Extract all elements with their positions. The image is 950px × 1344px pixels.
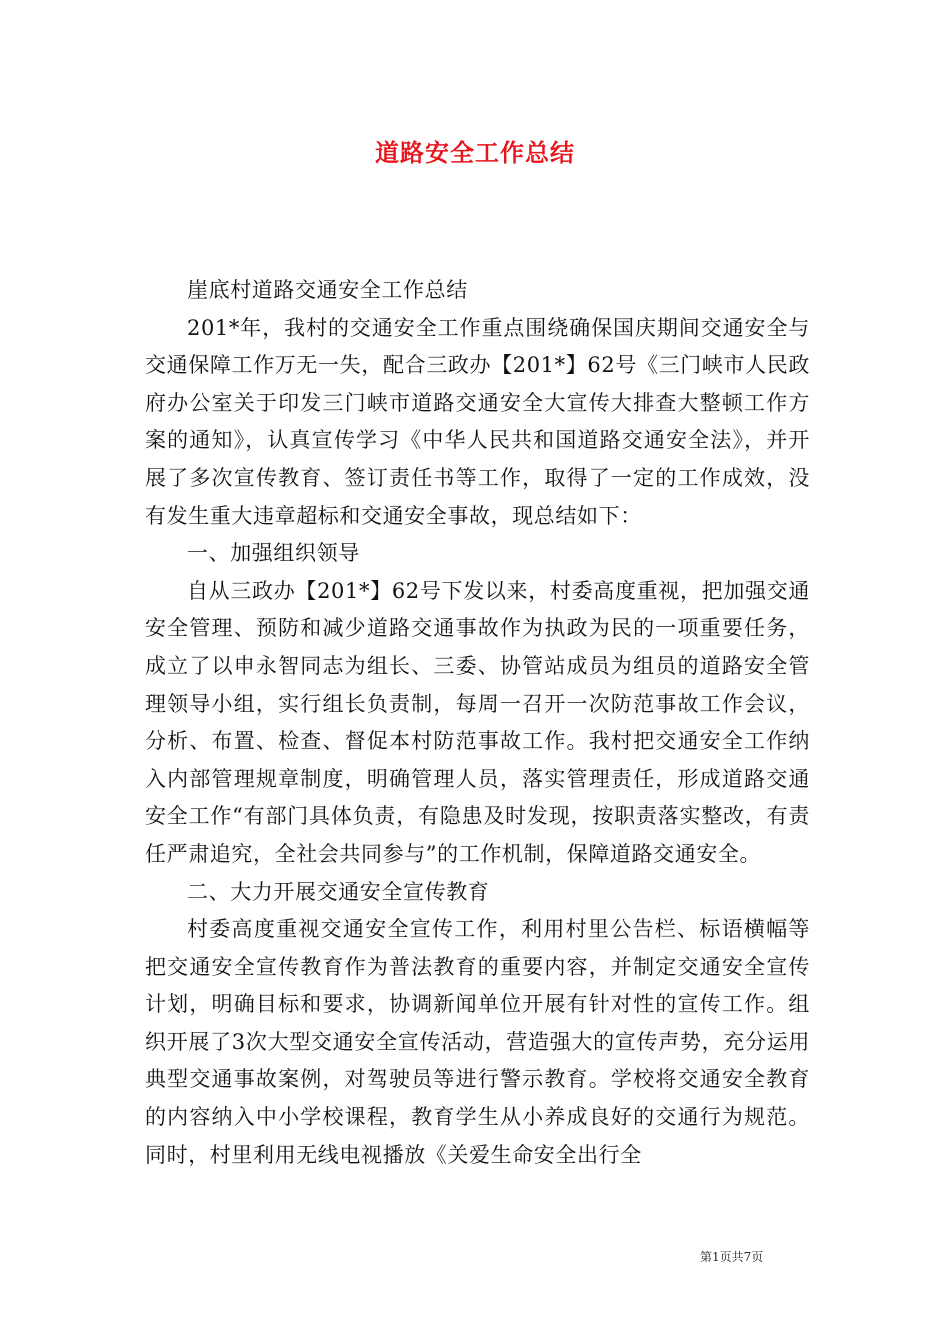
page-number-footer: 第1页共7页: [700, 1250, 764, 1264]
intro-paragraph: 201*年，我村的交通安全工作重点围绕确保国庆期间交通安全与交通保障工作万无一失，配合三政办【201*】62号《三门峡市人民政府办公室关于印发三门峡市道路交通安全大宣传大排查大整顿工作方案的通知》，认真宣传学习《中华人民共和国道路交通安全法》，并开展了多次宣传教育、签订责任书等工作，取得了一定的工作成效，没有发生重大违章超标和交通安全事故，现总结如下：: [145, 315, 810, 528]
document-body: [145, 272, 810, 1174]
document-title: 道路安全工作总结: [375, 138, 575, 167]
section-1-paragraph: 自从三政办【201*】62号下发以来，村委高度重视，把加强交通安全管理、预防和减少道路交通事故作为执政为民的一项重要任务，成立了以申永智同志为组长、三委、协管站成员为组员的道路安全管理领导小组，实行组长负责制，每周一召开一次防范事故工作会议，分析、布置、检查、督促本村防范事故工作。我村把交通安全工作纳入内部管理规章制度，明确管理人员，落实管理责任，形成道路交通安全工作“有部门具体负责，有隐患及时发现，按职责落实整改，有责任严肃追究，全社会共同参与”的工作机制，保障道路交通安全。: [145, 578, 810, 866]
section-heading-1: 一、加强组织领导: [187, 541, 360, 566]
subtitle-paragraph: 崖底村道路交通安全工作总结: [187, 278, 468, 302]
section-2-paragraph: 村委高度重视交通安全宣传工作，利用村里公告栏、标语横幅等把交通安全宣传教育作为普法教育的重要内容，并制定交通安全宣传计划，明确目标和要求，协调新闻单位开展有针对性的宣传工作。组织开展了3次大型交通安全宣传活动，营造强大的宣传声势，充分运用典型交通事故案例，对驾驶员等进行警示教育。学校将交通安全教育的内容纳入中小学校课程，教育学生从小养成良好的交通行为规范。同时，村里利用无线电视播放《关爱生命安全出行全: [145, 917, 810, 1167]
section-heading-2: 二、大力开展交通安全宣传教育: [187, 879, 490, 904]
